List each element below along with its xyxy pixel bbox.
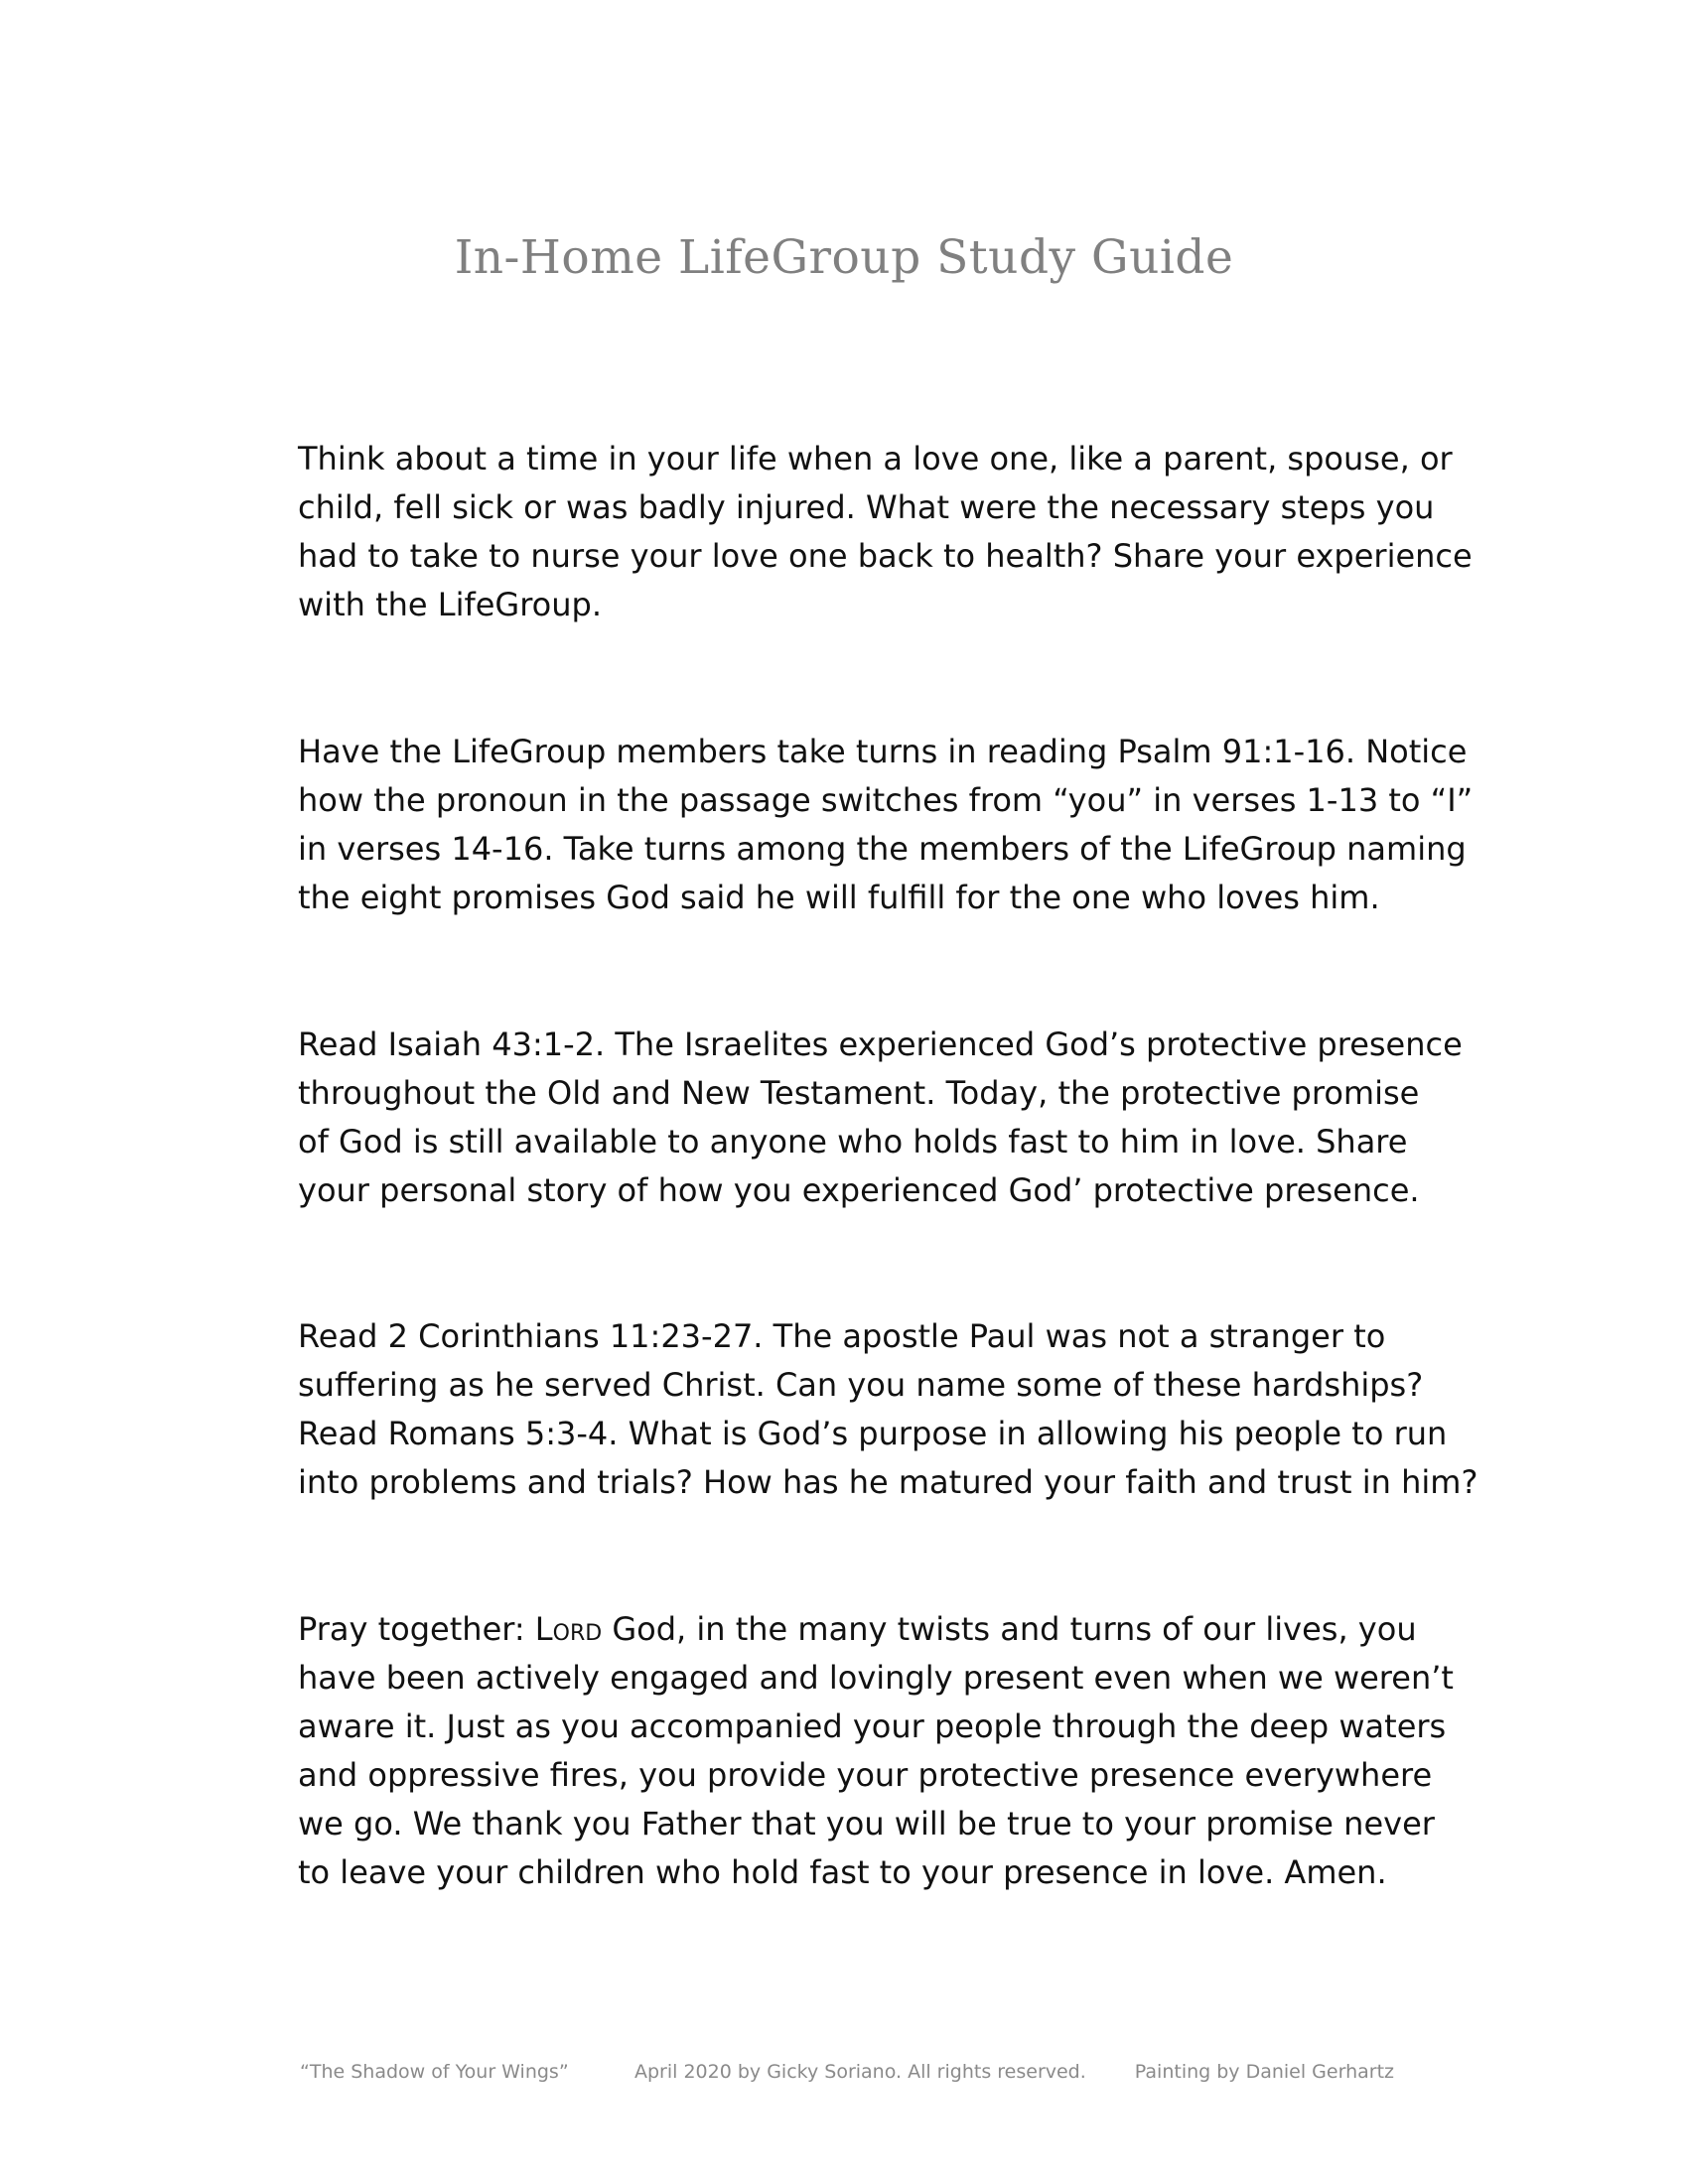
prayer-prefix: Pray together:	[298, 1610, 535, 1648]
text-line: we go. We thank you Father that you will be true to your promise never	[298, 1805, 1435, 1843]
text-line: to leave your children who hold fast to your presence in love. Amen.	[298, 1853, 1387, 1891]
text-line: your personal story of how you experienced God’ protective presence.	[298, 1171, 1420, 1209]
text-line: with the LifeGroup.	[298, 586, 603, 623]
closing-prayer	[298, 1605, 1454, 1897]
text-line: how the pronoun in the passage switches from “you” in verses 1-13 to “I”	[298, 781, 1474, 819]
text-line: Read 2 Corinthians 11:23-27. The apostle Paul was not a stranger to	[298, 1317, 1386, 1355]
text-line: child, fell sick or was badly injured. What were the necessary steps you	[298, 488, 1435, 526]
text-line: aware it. Just as you accompanied your people through the deep waters	[298, 1707, 1447, 1745]
text-line: in verses 14-16. Take turns among the members of the LifeGroup naming	[298, 830, 1467, 868]
text-line: the eight promises God said he will fulfill for the one who loves him.	[298, 879, 1380, 916]
discussion-prompt-1	[298, 435, 1473, 629]
text-line: Think about a time in your life when a love one, like a parent, spouse, or	[298, 440, 1453, 478]
discussion-prompt-4	[298, 1312, 1478, 1507]
lord-smallcaps: Lord	[534, 1610, 603, 1648]
text-line: have been actively engaged and lovingly present even when we weren’t	[298, 1659, 1454, 1697]
prayer-first-line-rest: God, in the many twists and turns of our lives, you	[602, 1610, 1417, 1648]
text-line: Have the LifeGroup members take turns in reading Psalm 91:1-16. Notice	[298, 733, 1468, 770]
prayer-first-line	[298, 1605, 1417, 1654]
footer-series-title: “The Shadow of Your Wings”	[300, 2061, 569, 2083]
footer-painting-credit: Painting by Daniel Gerhartz	[1134, 2061, 1394, 2083]
footer-copyright: April 2020 by Gicky Soriano. All rights reserved.	[634, 2061, 1086, 2083]
page-title: In-Home LifeGroup Study Guide	[454, 230, 1234, 285]
text-line: suffering as he served Christ. Can you name some of these hardships?	[298, 1366, 1424, 1404]
discussion-prompt-3	[298, 1021, 1463, 1215]
text-line: into problems and trials? How has he matured your faith and trust in him?	[298, 1463, 1478, 1501]
text-line: throughout the Old and New Testament. Today, the protective promise	[298, 1074, 1420, 1112]
text-line: and oppressive fires, you provide your protective presence everywhere	[298, 1756, 1433, 1794]
text-line: had to take to nurse your love one back to health? Share your experience	[298, 537, 1473, 575]
discussion-prompt-2	[298, 728, 1474, 922]
text-line: Read Isaiah 43:1-2. The Israelites experienced God’s protective presence	[298, 1025, 1463, 1063]
text-line: Read Romans 5:3-4. What is God’s purpose in allowing his people to run	[298, 1415, 1448, 1452]
text-line: of God is still available to anyone who holds fast to him in love. Share	[298, 1123, 1408, 1160]
